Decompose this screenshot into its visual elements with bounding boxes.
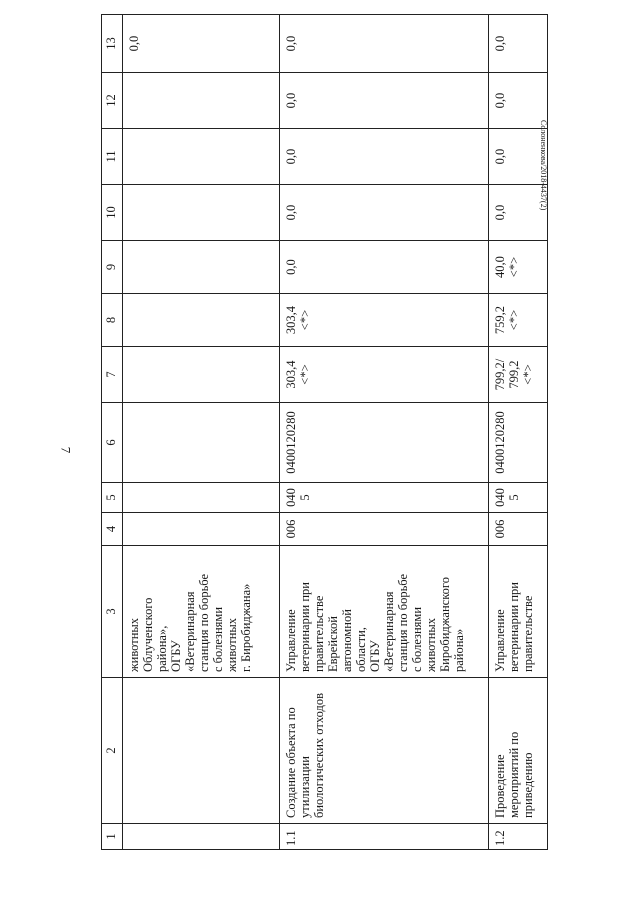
year-amount-cell: 0,0: [489, 73, 548, 129]
total-amount-cell: [123, 347, 280, 403]
total-amount-cell: [489, 347, 548, 403]
table-row: [489, 15, 548, 850]
text-line: утилизации: [298, 756, 312, 818]
column-number: 2: [102, 678, 123, 824]
section-code-cell: 0405: [280, 483, 489, 513]
section-code-cell: 0405: [489, 483, 548, 513]
text-line: района»: [452, 628, 466, 672]
text-line: животных: [127, 617, 141, 672]
text-line: Создание объекта по: [284, 707, 298, 818]
amount-line: 303,4: [284, 305, 298, 335]
column-number: 5: [102, 483, 123, 513]
footnote-mark: <*>: [298, 309, 312, 331]
year-amount-cell: [123, 241, 280, 294]
column-number: 6: [102, 403, 123, 483]
year-amount-cell: [280, 294, 489, 347]
year-amount-cell: [123, 129, 280, 185]
executor-cell: [489, 546, 548, 678]
text-line: ОГБУ: [368, 640, 382, 672]
year-amount-cell: 0,0: [280, 129, 489, 185]
amount-line: 303,4: [284, 360, 298, 389]
year-amount-cell: 0,0: [280, 185, 489, 241]
footnote-mark: <*>: [507, 256, 521, 278]
grbs-code-cell: 006: [489, 513, 548, 546]
year-amount-cell: 0,0: [489, 15, 548, 73]
target-article-cell: 0400120280: [280, 403, 489, 483]
executor-cell: [123, 546, 280, 678]
text-line: мероприятий по: [507, 731, 521, 818]
text-line: правительстве: [312, 595, 326, 672]
year-amount-cell: 0,0: [489, 129, 548, 185]
column-number: 8: [102, 294, 123, 347]
executor-cell: [280, 546, 489, 678]
column-number: 3: [102, 546, 123, 678]
column-number: 10: [102, 185, 123, 241]
table-row: [280, 15, 489, 850]
footnote-mark: <*>: [521, 364, 535, 385]
footnote-mark: <*>: [507, 309, 521, 331]
year-amount-cell: 0,0: [280, 73, 489, 129]
amount-line: 799,2: [507, 360, 521, 389]
footnote-mark: <*>: [298, 364, 312, 385]
year-amount-cell: 0,0: [280, 241, 489, 294]
text-line: станция по борьбе: [396, 573, 410, 672]
target-article-cell: [123, 403, 280, 483]
table-row: [123, 15, 280, 850]
text-line: станция по борьбе: [197, 573, 211, 672]
text-line: ОГБУ: [169, 640, 183, 672]
total-amount-cell: [280, 347, 489, 403]
text-line: правительстве: [521, 595, 535, 672]
amount-line: 759,2: [493, 305, 507, 335]
text-line: «Ветеринарная: [382, 591, 396, 672]
amount-line: 799,2/: [493, 358, 507, 391]
page-number: 7: [58, 446, 74, 454]
column-number: 1: [102, 824, 123, 850]
year-amount-cell: [489, 241, 548, 294]
row-number-cell: [123, 824, 280, 850]
year-amount-cell: [489, 294, 548, 347]
text-line: Еврейской: [326, 616, 340, 672]
year-amount-cell: [123, 294, 280, 347]
text-line: Управление: [284, 609, 298, 672]
target-article-cell: 0400120280: [489, 403, 548, 483]
text-line: Облученского: [141, 597, 155, 672]
year-amount-cell: 0,0: [123, 15, 280, 73]
row-number-cell: 1.1: [280, 824, 489, 850]
column-number: 12: [102, 73, 123, 129]
text-line: с болезнями: [410, 606, 424, 672]
text-line: г. Биробиджана»: [239, 583, 253, 672]
text-line: биологических отходов: [312, 693, 326, 818]
document-code: Солоненкова/2018-4437(2): [539, 120, 548, 211]
text-line: области,: [354, 627, 368, 672]
year-amount-cell: 0,0: [489, 185, 548, 241]
text-line: ветеринарии при: [298, 582, 312, 672]
table-header-row: [102, 15, 123, 850]
text-line: Проведение: [493, 754, 507, 818]
column-number: 11: [102, 129, 123, 185]
section-code-cell: [123, 483, 280, 513]
rotated-table-container: [101, 15, 561, 850]
column-number: 13: [102, 15, 123, 73]
column-number: 7: [102, 347, 123, 403]
text-line: автономной: [340, 609, 354, 672]
activity-name-cell: [489, 678, 548, 824]
year-amount-cell: [123, 73, 280, 129]
column-number: 4: [102, 513, 123, 546]
grbs-code-cell: 006: [280, 513, 489, 546]
text-line: Управление: [493, 609, 507, 672]
text-line: «Ветеринарная: [183, 591, 197, 672]
year-amount-cell: [123, 185, 280, 241]
grbs-code-cell: [123, 513, 280, 546]
program-table: [101, 14, 548, 850]
activity-name-cell: [123, 678, 280, 824]
column-number: 9: [102, 241, 123, 294]
text-line: животных: [424, 617, 438, 672]
text-line: района»,: [155, 625, 169, 672]
text-line: приведению: [521, 752, 535, 818]
row-number-cell: 1.2: [489, 824, 548, 850]
amount-line: 40,0: [493, 256, 507, 278]
text-line: Биробиджанского: [438, 577, 452, 672]
text-line: ветеринарии при: [507, 582, 521, 672]
year-amount-cell: 0,0: [280, 15, 489, 73]
activity-name-cell: [280, 678, 489, 824]
text-line: животных: [225, 617, 239, 672]
text-line: с болезнями: [211, 606, 225, 672]
